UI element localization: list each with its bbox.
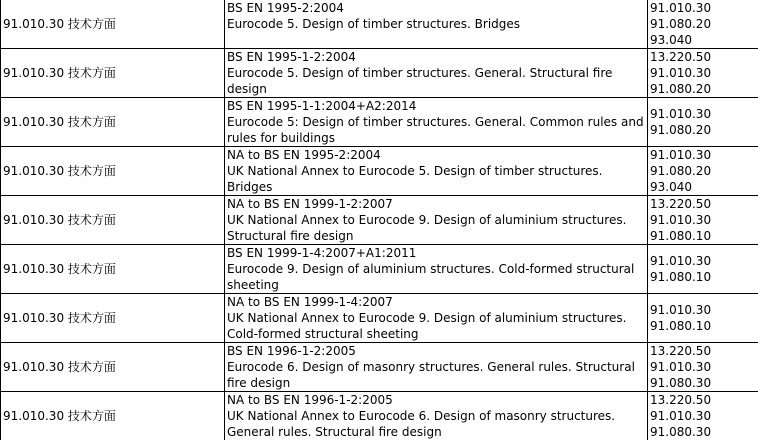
category-text: 91.010.30 技术方面 [3, 17, 116, 31]
standards-table-body [1, 0, 758, 440]
standard-cell [225, 0, 648, 49]
category-text: 91.010.30 技术方面 [3, 360, 116, 374]
ics-code: 13.220.50 [650, 392, 758, 408]
table-row [1, 0, 758, 49]
ics-cell [648, 245, 758, 294]
standard-title: Eurocode 5. Design of timber structures. Bridges [227, 16, 647, 32]
table-row [1, 98, 758, 147]
category-text: 91.010.30 技术方面 [3, 262, 116, 276]
ics-cell [648, 49, 758, 98]
ics-code: 93.040 [650, 32, 758, 48]
standard-cell [225, 147, 648, 196]
standard-cell [225, 392, 648, 440]
category-text: 91.010.30 技术方面 [3, 409, 116, 423]
table-row [1, 147, 758, 196]
ics-code: 91.010.30 [650, 147, 758, 163]
table-row [1, 196, 758, 245]
standard-title: UK National Annex to Eurocode 6. Design of masonry structures. General rules. Structural fire design [227, 408, 647, 440]
category-cell [1, 196, 225, 245]
ics-code: 91.010.30 [650, 106, 758, 122]
category-cell [1, 98, 225, 147]
standard-title: UK National Annex to Eurocode 5. Design of timber structures. Bridges [227, 163, 647, 195]
standard-cell [225, 343, 648, 392]
standard-cell [225, 245, 648, 294]
table-row [1, 294, 758, 343]
standard-code: BS EN 1999-1-4:2007+A1:2011 [227, 245, 647, 261]
ics-cell [648, 147, 758, 196]
ics-code: 91.010.30 [650, 408, 758, 424]
category-cell [1, 49, 225, 98]
standard-title: UK National Annex to Eurocode 9. Design of aluminium structures. Structural fire design [227, 212, 647, 244]
ics-code: 91.080.20 [650, 81, 758, 97]
table-row [1, 343, 758, 392]
ics-cell [648, 196, 758, 245]
category-cell [1, 245, 225, 294]
standard-cell [225, 98, 648, 147]
category-text: 91.010.30 技术方面 [3, 164, 116, 178]
ics-cell [648, 343, 758, 392]
standard-code: NA to BS EN 1999-1-4:2007 [227, 294, 647, 310]
table-row [1, 245, 758, 294]
ics-code: 91.080.20 [650, 163, 758, 179]
category-text: 91.010.30 技术方面 [3, 66, 116, 80]
ics-cell [648, 98, 758, 147]
category-text: 91.010.30 技术方面 [3, 213, 116, 227]
standard-code: NA to BS EN 1996-1-2:2005 [227, 392, 647, 408]
ics-code: 91.010.30 [650, 212, 758, 228]
standard-code: NA to BS EN 1999-1-2:2007 [227, 196, 647, 212]
table-row [1, 49, 758, 98]
ics-cell [648, 392, 758, 440]
ics-code: 91.080.20 [650, 16, 758, 32]
standard-code: BS EN 1996-1-2:2005 [227, 343, 647, 359]
category-cell [1, 392, 225, 440]
ics-code: 91.010.30 [650, 0, 758, 16]
table-row [1, 392, 758, 440]
standard-cell [225, 196, 648, 245]
standard-cell [225, 49, 648, 98]
ics-code: 91.080.10 [650, 318, 758, 334]
category-text: 91.010.30 技术方面 [3, 311, 116, 325]
ics-code: 13.220.50 [650, 49, 758, 65]
category-cell [1, 0, 225, 49]
standard-code: BS EN 1995-2:2004 [227, 0, 647, 16]
ics-code: 91.080.30 [650, 424, 758, 440]
standard-title: UK National Annex to Eurocode 9. Design of aluminium structures. Cold-formed structural sheeting [227, 310, 647, 342]
ics-code: 13.220.50 [650, 343, 758, 359]
ics-code: 91.080.10 [650, 228, 758, 244]
ics-code: 91.080.10 [650, 269, 758, 285]
standard-title: Eurocode 6. Design of masonry structures. General rules. Structural fire design [227, 359, 647, 391]
category-cell [1, 343, 225, 392]
ics-cell [648, 294, 758, 343]
category-cell [1, 294, 225, 343]
standard-cell [225, 294, 648, 343]
standard-title: Eurocode 9. Design of aluminium structures. Cold-formed structural sheeting [227, 261, 647, 293]
standard-title: Eurocode 5: Design of timber structures. General. Common rules and rules for buildings [227, 114, 647, 146]
standard-title: Eurocode 5. Design of timber structures. General. Structural fire design [227, 65, 647, 97]
ics-code: 91.010.30 [650, 65, 758, 81]
ics-cell [648, 0, 758, 49]
ics-code: 91.080.30 [650, 375, 758, 391]
ics-code: 13.220.50 [650, 196, 758, 212]
ics-code: 91.010.30 [650, 359, 758, 375]
ics-code: 91.010.30 [650, 253, 758, 269]
category-cell [1, 147, 225, 196]
ics-code: 91.080.20 [650, 122, 758, 138]
standard-code: BS EN 1995-1-2:2004 [227, 49, 647, 65]
category-text: 91.010.30 技术方面 [3, 115, 116, 129]
ics-code: 93.040 [650, 179, 758, 195]
standard-code: BS EN 1995-1-1:2004+A2:2014 [227, 98, 647, 114]
ics-code: 91.010.30 [650, 302, 758, 318]
standard-code: NA to BS EN 1995-2:2004 [227, 147, 647, 163]
